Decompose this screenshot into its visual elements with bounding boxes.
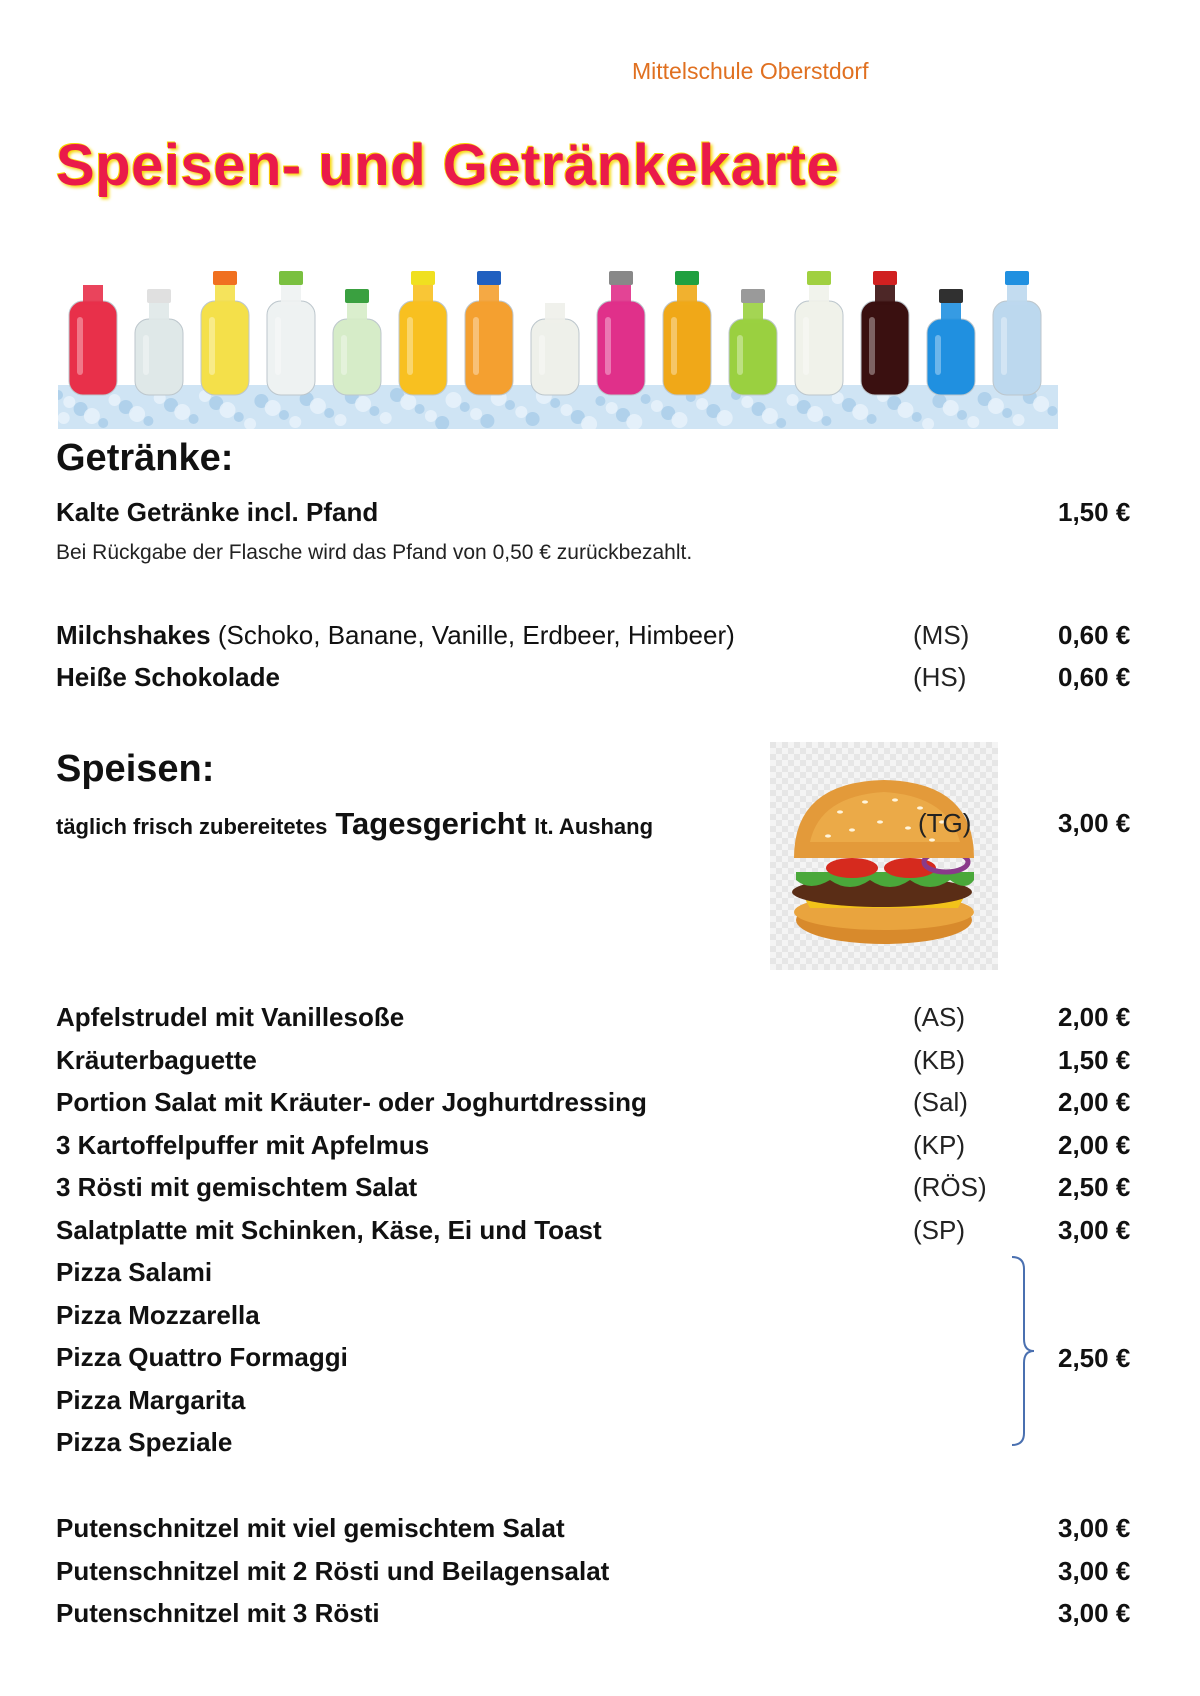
hot-chocolate-price: 0,60 € bbox=[1058, 662, 1131, 692]
menu-item-price: 3,00 € bbox=[1058, 1513, 1131, 1543]
hot-chocolate-code: (HS) bbox=[913, 662, 967, 692]
cold-drinks-label: Kalte Getränke incl. Pfand bbox=[56, 497, 379, 527]
menu-item-code: (RÖS) bbox=[913, 1172, 987, 1202]
menu-item-label: 3 Rösti mit gemischtem Salat bbox=[56, 1172, 418, 1202]
drinks-heading: Getränke: bbox=[56, 437, 234, 479]
menu-item-code: (AS) bbox=[913, 1002, 965, 1032]
menu-item-price: 2,00 € bbox=[1058, 1087, 1131, 1117]
menu-item-label: 3 Kartoffelpuffer mit Apfelmus bbox=[56, 1129, 430, 1160]
pizza-price: 2,50 € bbox=[1058, 1343, 1131, 1373]
deposit-note: Bei Rückgabe der Flasche wird das Pfand von 0,50 € zurückbezahlt. bbox=[56, 541, 693, 564]
menu-item-label: Portion Salat mit Kräuter- oder Joghurtdressing bbox=[56, 1087, 647, 1117]
daily-dish-prefix: täglich frisch zubereitetes bbox=[56, 814, 328, 839]
page-title: Speisen- und Getränkekarte bbox=[56, 133, 840, 198]
menu-item-price: 3,00 € bbox=[1058, 1214, 1131, 1245]
hot-chocolate-label: Heiße Schokolade bbox=[56, 662, 280, 692]
menu-item-price: 2,50 € bbox=[1058, 1172, 1131, 1202]
food-heading: Speisen: bbox=[56, 748, 215, 790]
pizza-item: Pizza Quattro Formaggi bbox=[56, 1342, 348, 1372]
menu-item-code: (Sal) bbox=[913, 1087, 968, 1117]
menu-item-label: Kräuterbaguette bbox=[56, 1044, 257, 1075]
menu-item-price: 2,00 € bbox=[1058, 1129, 1131, 1160]
daily-dish-name: Tagesgericht bbox=[335, 806, 527, 841]
menu-item-price: 3,00 € bbox=[1058, 1555, 1131, 1586]
pizza-item: Pizza Margarita bbox=[56, 1384, 246, 1415]
milkshakes-name: Milchshakes bbox=[56, 620, 211, 650]
milkshakes-flavors: (Schoko, Banane, Vanille, Erdbeer, Himbeer) bbox=[217, 620, 735, 650]
menu-item-label: Putenschnitzel mit 2 Rösti und Beilagensalat bbox=[56, 1555, 610, 1586]
school-name: Mittelschule Oberstdorf bbox=[632, 58, 869, 84]
pizza-bracket bbox=[1010, 1255, 1050, 1447]
menu-item-code: (SP) bbox=[913, 1214, 965, 1245]
milkshakes-code: (MS) bbox=[913, 620, 970, 650]
burger-image bbox=[770, 742, 998, 970]
menu-item-label: Putenschnitzel mit 3 Rösti bbox=[56, 1598, 380, 1628]
pizza-item: Pizza Salami bbox=[56, 1257, 213, 1287]
daily-dish-price: 3,00 € bbox=[1058, 808, 1131, 838]
pizza-item: Pizza Mozzarella bbox=[56, 1299, 260, 1330]
menu-item-label: Apfelstrudel mit Vanillesoße bbox=[56, 1002, 405, 1032]
pizza-item: Pizza Speziale bbox=[56, 1427, 233, 1457]
menu-item-code: (KP) bbox=[913, 1129, 965, 1160]
menu-item-label: Salatplatte mit Schinken, Käse, Ei und Toast bbox=[56, 1214, 602, 1245]
menu-item-price: 2,00 € bbox=[1058, 1002, 1131, 1032]
milkshakes-price: 0,60 € bbox=[1058, 620, 1131, 650]
menu-item-price: 3,00 € bbox=[1058, 1598, 1131, 1628]
daily-dish-line bbox=[56, 806, 653, 842]
milkshakes-label bbox=[56, 620, 735, 651]
daily-dish-suffix: lt. Aushang bbox=[534, 814, 654, 839]
menu-item-label: Putenschnitzel mit viel gemischtem Salat bbox=[56, 1513, 565, 1543]
menu-item-price: 1,50 € bbox=[1058, 1044, 1131, 1075]
daily-dish-code: (TG) bbox=[918, 808, 972, 838]
bottles-banner-image bbox=[58, 245, 1058, 429]
cold-drinks-price: 1,50 € bbox=[1058, 497, 1131, 527]
menu-item-code: (KB) bbox=[913, 1044, 965, 1075]
